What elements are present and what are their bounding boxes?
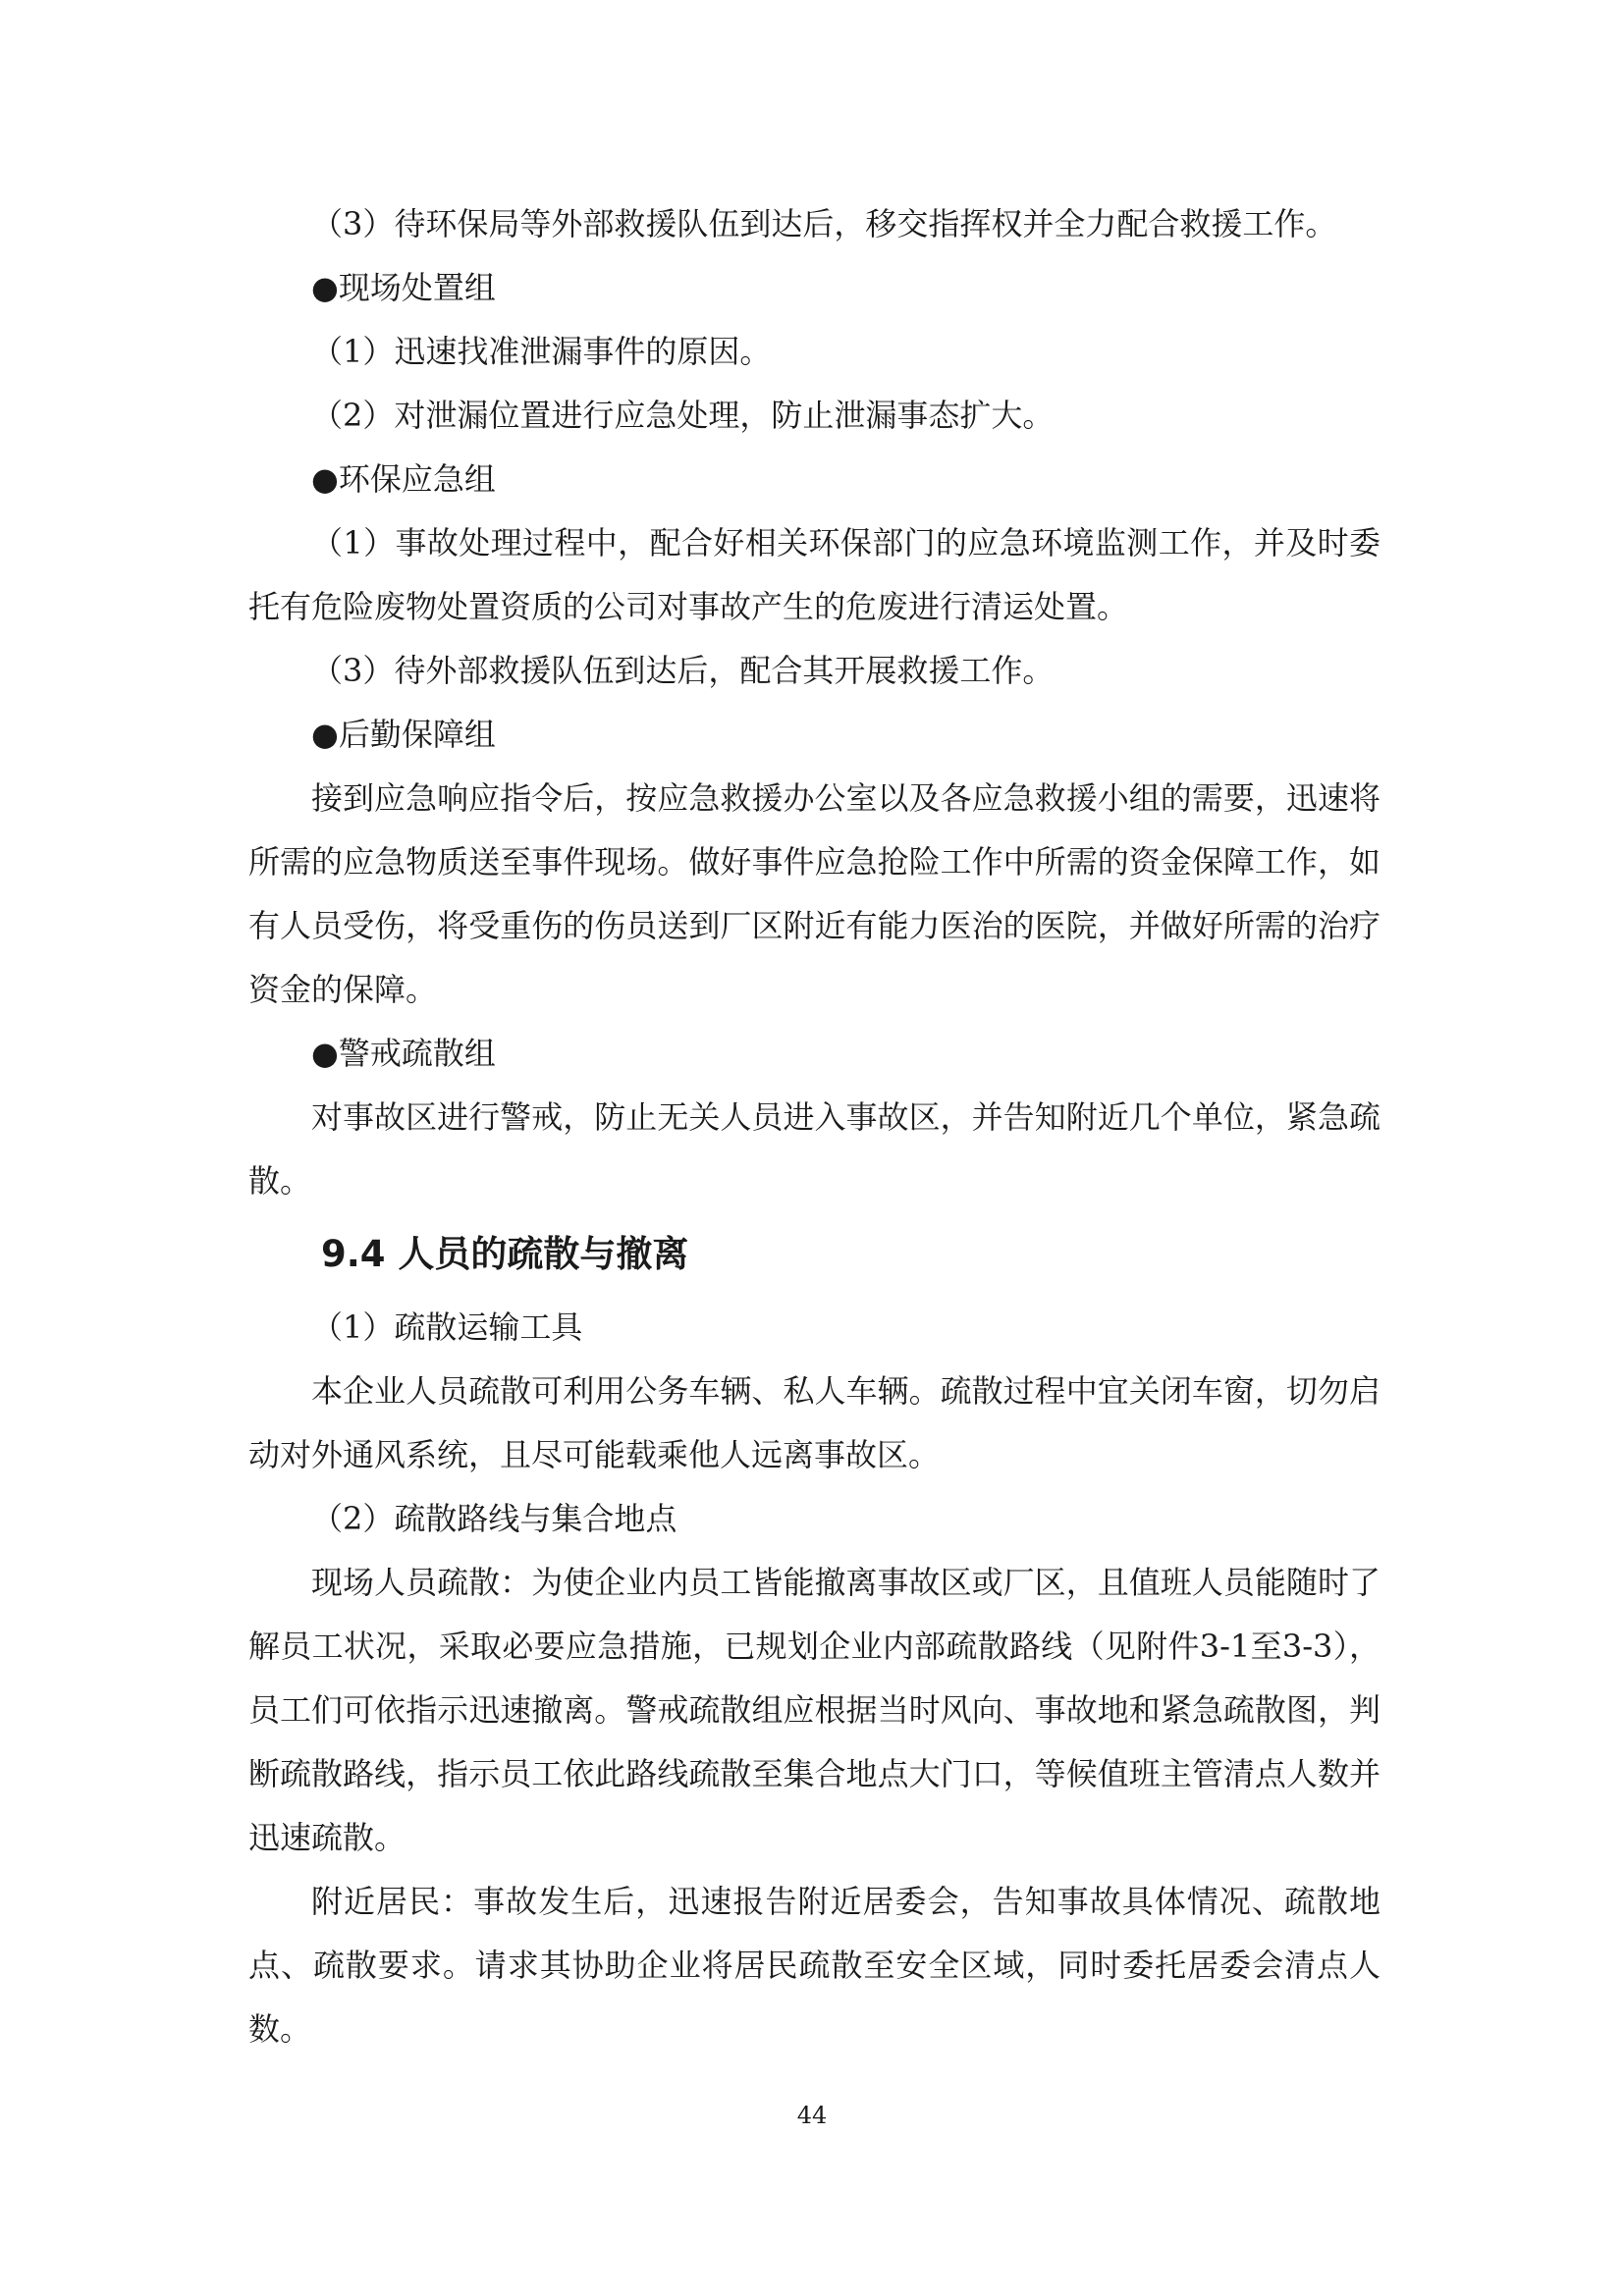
body-paragraph: （3）待外部救援队伍到达后，配合其开展救援工作。 bbox=[311, 652, 1055, 689]
body-paragraph: ●现场处置组 bbox=[311, 269, 496, 306]
body-paragraph: 现场人员疏散：为使企业内员工皆能撤离事故区或厂区，且值班人员能随时了解员工状况，采取必要应急措施，已规划企业内部疏散路线（见附件3-1至3-3），员工们可依指示迅速撤离。警戒疏散组应根据当时风向、事故地和紧急疏散图，判断疏散路线，指示员工依此路线疏散至集合地点大门口，等候值班主管清点人数并迅速疏散。 bbox=[248, 1564, 1380, 1856]
section-heading: 9.4 人员的疏散与撤离 bbox=[321, 1233, 689, 1275]
body-paragraph: 接到应急响应指令后，按应急救援办公室以及各应急救援小组的需要，迅速将所需的应急物质送至事件现场。做好事件应急抢险工作中所需的资金保障工作，如有人员受伤，将受重伤的伤员送到厂区附近有能力医治的医院，并做好所需的治疗资金的保障。 bbox=[248, 779, 1380, 1008]
body-paragraph: （2）对泄漏位置进行应急处理，防止泄漏事态扩大。 bbox=[311, 397, 1055, 434]
body-paragraph: （1）迅速找准泄漏事件的原因。 bbox=[311, 333, 772, 370]
body-paragraph: （1）疏散运输工具 bbox=[311, 1308, 583, 1346]
page-number: 44 bbox=[796, 2102, 828, 2129]
body-paragraph: ●警戒疏散组 bbox=[311, 1035, 496, 1072]
body-paragraph: 对事故区进行警戒，防止无关人员进入事故区，并告知附近几个单位，紧急疏散。 bbox=[248, 1098, 1380, 1200]
body-paragraph: 本企业人员疏散可利用公务车辆、私人车辆。疏散过程中宜关闭车窗，切勿启动对外通风系统，且尽可能载乘他人远离事故区。 bbox=[248, 1372, 1380, 1473]
body-paragraph: （2）疏散路线与集合地点 bbox=[311, 1500, 677, 1537]
body-paragraph: ●后勤保障组 bbox=[311, 716, 496, 753]
page-body bbox=[248, 192, 1380, 2061]
body-paragraph: 附近居民：事故发生后，迅速报告附近居委会，告知事故具体情况、疏散地点、疏散要求。请求其协助企业将居民疏散至安全区域，同时委托居委会清点人数。 bbox=[248, 1883, 1380, 2048]
body-paragraph: （3）待环保局等外部救援队伍到达后，移交指挥权并全力配合救援工作。 bbox=[311, 205, 1337, 242]
body-paragraph: ●环保应急组 bbox=[311, 460, 496, 498]
body-paragraph: （1）事故处理过程中，配合好相关环保部门的应急环境监测工作，并及时委托有危险废物处置资质的公司对事故产生的危废进行清运处置。 bbox=[248, 524, 1380, 625]
